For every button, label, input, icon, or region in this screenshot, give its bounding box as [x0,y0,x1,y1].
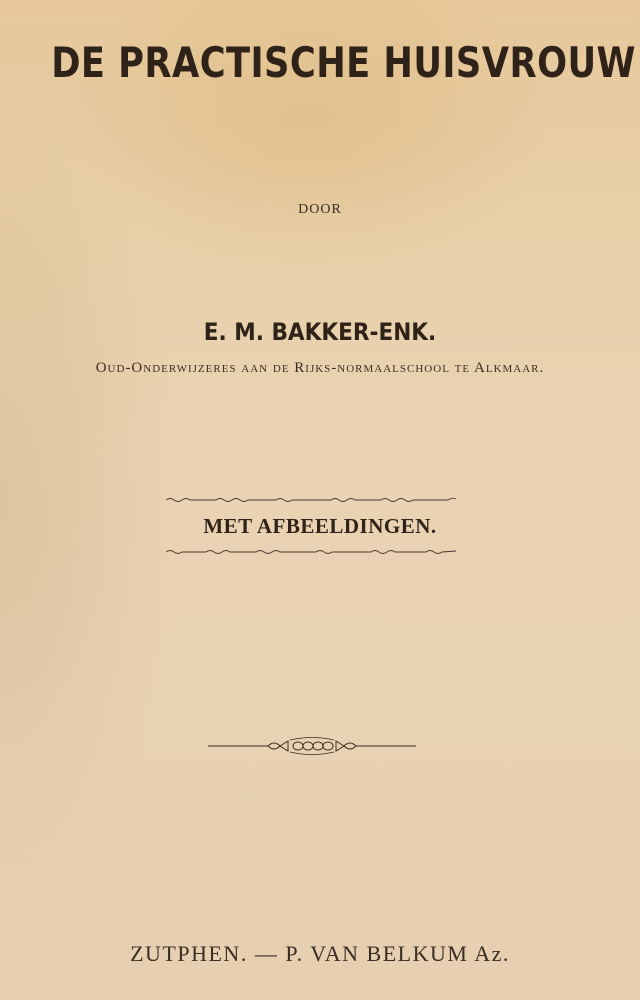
decorative-ornament [208,736,416,756]
illustration-note: MET AFBEELDINGEN. [203,514,437,538]
author-name: E. M. BAKKER-ENK. [203,318,437,346]
by-line: DOOR [298,202,342,217]
wavy-rule-top [166,496,456,504]
book-title: DE PRACTISCHE HUISVROUW [51,38,636,87]
author-description: Oud-Onderwijzeres aan de Rijks-normaalschool te Alkmaar. [95,360,545,376]
wavy-rule-bottom [166,547,456,555]
publisher-imprint: ZUTPHEN. — P. VAN BELKUM Az. [130,941,510,966]
